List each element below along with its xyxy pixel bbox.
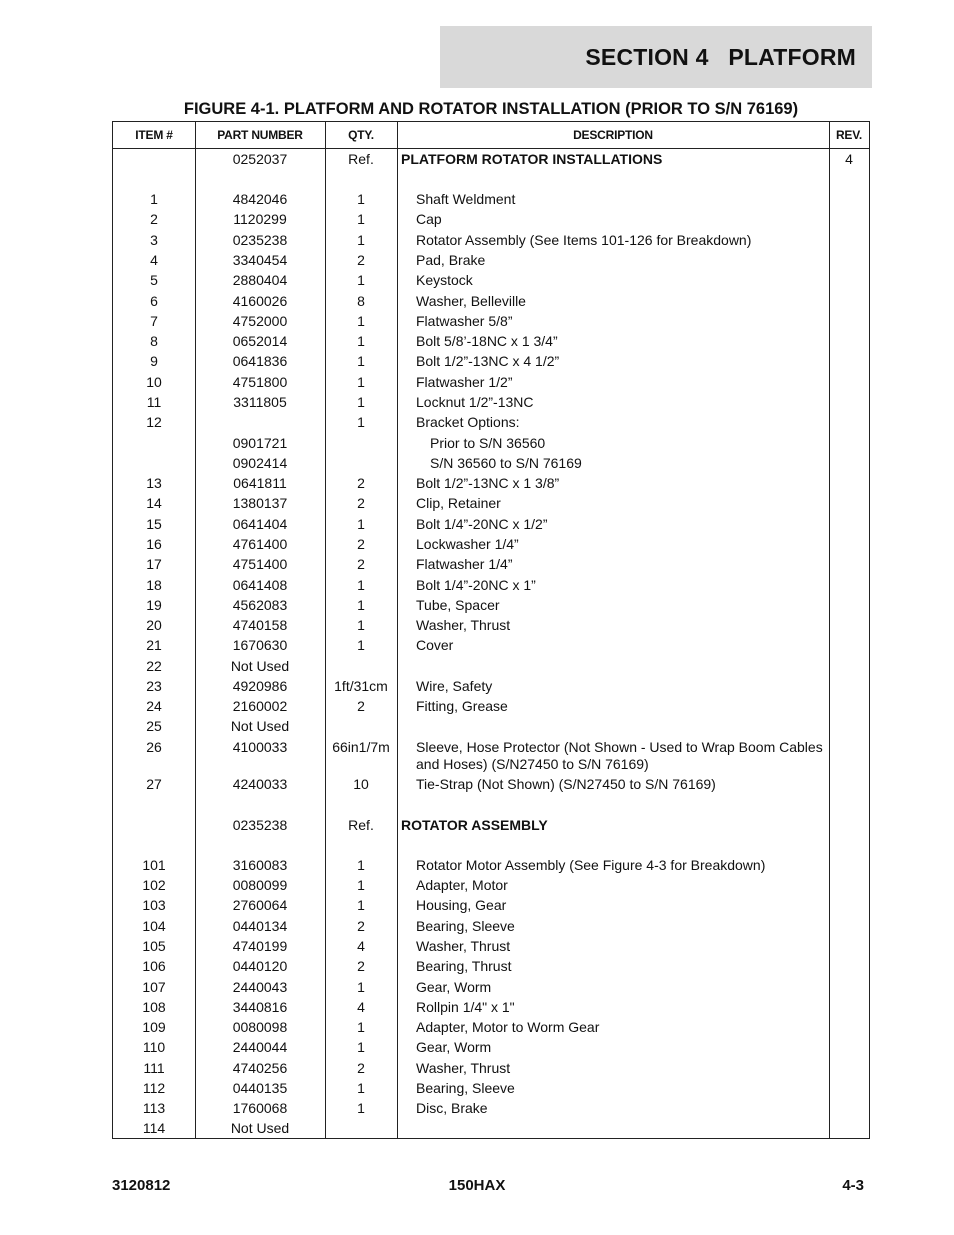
cell-desc: Gear, Worm bbox=[416, 1039, 492, 1055]
header-description: DESCRIPTION bbox=[573, 128, 653, 142]
cell-part-number: 0641408 bbox=[232, 577, 288, 593]
cell-qty: 1 bbox=[357, 374, 365, 390]
cell-qty: 2 bbox=[357, 918, 365, 934]
cell-item: 5 bbox=[150, 272, 158, 288]
cell-part-number: 4100033 bbox=[232, 739, 288, 755]
cell-part-number: 0440120 bbox=[232, 958, 288, 974]
cell-part-number: 4160026 bbox=[232, 293, 288, 309]
cell-item: 11 bbox=[146, 394, 162, 410]
cell-desc: Bolt 1/4”-20NC x 1/2” bbox=[416, 516, 548, 532]
cell-qty: 4 bbox=[357, 999, 365, 1015]
cell-part-number: 0902414 bbox=[232, 455, 288, 471]
cell-qty: 4 bbox=[357, 938, 365, 954]
cell-item: 16 bbox=[146, 536, 162, 552]
cell-qty: 2 bbox=[357, 536, 365, 552]
cell-desc: Bearing, Sleeve bbox=[416, 918, 515, 934]
cell-desc: Housing, Gear bbox=[416, 897, 507, 913]
column-divider bbox=[829, 122, 830, 1138]
cell-item: 25 bbox=[146, 718, 162, 734]
cell-desc: Adapter, Motor bbox=[416, 877, 508, 893]
cell-desc: Tie-Strap (Not Shown) (S/N27450 to S/N 76169) bbox=[416, 776, 716, 792]
cell-desc: Bolt 1/2”-13NC x 4 1/2” bbox=[416, 353, 560, 369]
cell-part-number: 4842046 bbox=[232, 191, 288, 207]
cell-part-number: 4751400 bbox=[232, 556, 288, 572]
cell-qty: 1 bbox=[357, 877, 365, 893]
cell-qty: 1 bbox=[357, 897, 365, 913]
cell-qty: 1 bbox=[357, 1019, 365, 1035]
cell-desc: Sleeve, Hose Protector (Not Shown - Used to Wrap Boom Cables and Hoses) (S/N27450 to S/N 76169) bbox=[416, 739, 823, 772]
cell-desc: Bolt 5/8’-18NC x 1 3/4” bbox=[416, 333, 558, 349]
cell-part-number: 1120299 bbox=[233, 211, 287, 227]
cell-item: 10 bbox=[146, 374, 162, 390]
cell-desc: PLATFORM ROTATOR INSTALLATIONS bbox=[401, 151, 663, 167]
cell-part-number: Not Used bbox=[230, 1120, 290, 1136]
cell-part-number: 4740199 bbox=[232, 938, 288, 954]
cell-qty: 1 bbox=[357, 577, 365, 593]
cell-part-number: Not Used bbox=[230, 658, 290, 674]
cell-part-number: 0641811 bbox=[233, 475, 287, 491]
cell-desc: ROTATOR ASSEMBLY bbox=[401, 817, 548, 833]
cell-part-number: 4562083 bbox=[232, 597, 288, 613]
cell-desc: Bolt 1/4”-20NC x 1” bbox=[416, 577, 536, 593]
cell-qty: 1 bbox=[357, 191, 365, 207]
cell-item: 110 bbox=[142, 1039, 166, 1055]
cell-item: 108 bbox=[142, 999, 166, 1015]
cell-item: 4 bbox=[150, 252, 158, 268]
cell-desc: Lockwasher 1/4” bbox=[416, 536, 519, 552]
cell-desc: Keystock bbox=[416, 272, 473, 288]
cell-qty: 1 bbox=[357, 211, 365, 227]
cell-item: 15 bbox=[146, 516, 162, 532]
cell-part-number: 0652014 bbox=[232, 333, 288, 349]
cell-desc: Washer, Thrust bbox=[416, 938, 511, 954]
cell-part-number: 0641836 bbox=[232, 353, 288, 369]
cell-qty: 2 bbox=[357, 556, 365, 572]
cell-item: 103 bbox=[142, 897, 166, 913]
cell-qty: Ref. bbox=[348, 817, 374, 833]
cell-part-number: 3440816 bbox=[232, 999, 288, 1015]
cell-item: 8 bbox=[150, 333, 158, 349]
cell-item: 23 bbox=[146, 678, 162, 694]
cell-qty: 2 bbox=[357, 958, 365, 974]
cell-part-number: 0080099 bbox=[232, 877, 288, 893]
cell-part-number: 4761400 bbox=[232, 536, 288, 552]
cell-desc: S/N 36560 to S/N 76169 bbox=[430, 455, 582, 471]
cell-item: 18 bbox=[146, 577, 162, 593]
cell-desc: Locknut 1/2”-13NC bbox=[416, 394, 534, 410]
cell-item: 114 bbox=[142, 1120, 166, 1136]
cell-part-number: 0235238 bbox=[232, 817, 288, 833]
cell-part-number: 0080098 bbox=[232, 1019, 288, 1035]
cell-part-number: 3340454 bbox=[232, 252, 288, 268]
cell-item: 17 bbox=[146, 556, 162, 572]
cell-desc: Rotator Motor Assembly (See Figure 4-3 for Breakdown) bbox=[416, 857, 766, 873]
cell-item: 105 bbox=[142, 938, 166, 954]
cell-qty: 1 bbox=[357, 394, 365, 410]
cell-desc: Shaft Weldment bbox=[416, 191, 516, 207]
cell-qty: 1ft/31cm bbox=[334, 678, 388, 694]
cell-qty: 8 bbox=[357, 293, 365, 309]
column-divider bbox=[397, 122, 398, 1138]
cell-desc: Rotator Assembly (See Items 101-126 for Breakdown) bbox=[416, 232, 752, 248]
cell-desc: Bracket Options: bbox=[416, 414, 520, 430]
cell-part-number: 0641404 bbox=[232, 516, 288, 532]
cell-qty: 1 bbox=[357, 1100, 365, 1116]
cell-part-number: 4740256 bbox=[232, 1060, 288, 1076]
cell-desc: Bolt 1/2”-13NC x 1 3/8” bbox=[416, 475, 560, 491]
cell-qty: 1 bbox=[357, 857, 365, 873]
cell-part-number: 4240033 bbox=[232, 776, 288, 792]
cell-rev: 4 bbox=[845, 151, 853, 167]
cell-part-number: 3160083 bbox=[232, 857, 288, 873]
cell-part-number: 1380137 bbox=[232, 495, 288, 511]
cell-item: 3 bbox=[150, 232, 158, 248]
header-divider bbox=[113, 148, 869, 149]
cell-qty: 2 bbox=[357, 475, 365, 491]
cell-qty: 1 bbox=[357, 516, 365, 532]
section-header bbox=[440, 26, 872, 88]
cell-item: 24 bbox=[146, 698, 162, 714]
cell-item: 113 bbox=[142, 1100, 166, 1116]
cell-qty: 66in1/7m bbox=[332, 739, 390, 755]
cell-qty: 1 bbox=[357, 597, 365, 613]
cell-part-number: 4920986 bbox=[232, 678, 288, 694]
cell-desc: Washer, Thrust bbox=[416, 617, 511, 633]
footer-doc-number: 3120812 bbox=[112, 1177, 171, 1194]
cell-desc: Cap bbox=[416, 211, 442, 227]
cell-qty: 1 bbox=[357, 313, 365, 329]
cell-qty: 2 bbox=[357, 698, 365, 714]
cell-item: 19 bbox=[146, 597, 162, 613]
cell-qty: 1 bbox=[357, 979, 365, 995]
cell-desc: Flatwasher 1/2” bbox=[416, 374, 513, 390]
cell-part-number: 0235238 bbox=[232, 232, 288, 248]
cell-desc: Fitting, Grease bbox=[416, 698, 508, 714]
footer-model: 150HAX bbox=[448, 1177, 506, 1194]
cell-item: 9 bbox=[150, 353, 158, 369]
cell-desc: Flatwasher 5/8” bbox=[416, 313, 513, 329]
cell-part-number: 4751800 bbox=[232, 374, 288, 390]
cell-qty: 1 bbox=[357, 272, 365, 288]
cell-desc: Washer, Belleville bbox=[416, 293, 526, 309]
cell-qty: 1 bbox=[357, 414, 365, 430]
cell-part-number: 1760068 bbox=[232, 1100, 288, 1116]
cell-item: 13 bbox=[146, 475, 162, 491]
cell-part-number: 1670630 bbox=[232, 637, 288, 653]
cell-item: 20 bbox=[146, 617, 162, 633]
cell-item: 111 bbox=[143, 1060, 165, 1076]
cell-item: 6 bbox=[150, 293, 158, 309]
cell-desc: Washer, Thrust bbox=[416, 1060, 511, 1076]
cell-desc: Cover bbox=[416, 637, 454, 653]
cell-desc: Disc, Brake bbox=[416, 1100, 488, 1116]
cell-desc: Prior to S/N 36560 bbox=[430, 435, 546, 451]
cell-qty: 1 bbox=[357, 617, 365, 633]
cell-desc: Bearing, Sleeve bbox=[416, 1080, 515, 1096]
header-rev: REV. bbox=[835, 128, 863, 142]
cell-part-number: 2760064 bbox=[232, 897, 288, 913]
cell-part-number: 0252037 bbox=[232, 151, 288, 167]
header-part-number: PART NUMBER bbox=[217, 128, 303, 142]
cell-item: 102 bbox=[142, 877, 166, 893]
cell-qty: 2 bbox=[357, 1060, 365, 1076]
cell-item: 26 bbox=[146, 739, 162, 755]
cell-item: 104 bbox=[142, 918, 166, 934]
cell-part-number: Not Used bbox=[230, 718, 290, 734]
header-qty: QTY. bbox=[348, 128, 374, 142]
cell-item: 22 bbox=[146, 658, 162, 674]
parts-table bbox=[112, 121, 870, 1139]
cell-part-number: 4752000 bbox=[232, 313, 288, 329]
cell-qty: 1 bbox=[357, 333, 365, 349]
cell-desc: Wire, Safety bbox=[416, 678, 493, 694]
cell-desc: Adapter, Motor to Worm Gear bbox=[416, 1019, 600, 1035]
figure-title: FIGURE 4-1. PLATFORM AND ROTATOR INSTALLATION (PRIOR TO S/N 76169) bbox=[183, 100, 799, 118]
cell-item: 109 bbox=[142, 1019, 166, 1035]
cell-desc: Flatwasher 1/4” bbox=[416, 556, 513, 572]
cell-desc: Rollpin 1/4" x 1" bbox=[416, 999, 515, 1015]
cell-qty: 2 bbox=[357, 495, 365, 511]
cell-qty: 2 bbox=[357, 252, 365, 268]
cell-qty: 1 bbox=[357, 1039, 365, 1055]
cell-part-number: 0440135 bbox=[232, 1080, 288, 1096]
cell-part-number: 0901721 bbox=[232, 435, 288, 451]
cell-item: 12 bbox=[146, 414, 162, 430]
footer-page-number: 4-3 bbox=[842, 1177, 864, 1194]
cell-qty: 10 bbox=[353, 776, 369, 792]
cell-item: 107 bbox=[142, 979, 166, 995]
cell-qty: Ref. bbox=[348, 151, 374, 167]
cell-part-number: 3311805 bbox=[233, 394, 287, 410]
cell-part-number: 2160002 bbox=[232, 698, 288, 714]
cell-desc: Gear, Worm bbox=[416, 979, 492, 995]
cell-qty: 1 bbox=[357, 637, 365, 653]
cell-part-number: 4740158 bbox=[232, 617, 288, 633]
cell-desc: Bearing, Thrust bbox=[416, 958, 512, 974]
cell-item: 7 bbox=[150, 313, 158, 329]
cell-desc: Tube, Spacer bbox=[416, 597, 500, 613]
cell-qty: 1 bbox=[357, 232, 365, 248]
cell-qty: 1 bbox=[357, 1080, 365, 1096]
section-title: SECTION 4 PLATFORM bbox=[585, 43, 856, 70]
cell-part-number: 2440044 bbox=[232, 1039, 288, 1055]
cell-desc: Clip, Retainer bbox=[416, 495, 501, 511]
cell-item: 21 bbox=[146, 637, 162, 653]
cell-qty: 1 bbox=[357, 353, 365, 369]
cell-desc: Pad, Brake bbox=[416, 252, 486, 268]
cell-item: 101 bbox=[142, 857, 166, 873]
cell-part-number: 2440043 bbox=[232, 979, 288, 995]
cell-item: 1 bbox=[150, 191, 158, 207]
cell-item: 112 bbox=[142, 1080, 166, 1096]
cell-item: 27 bbox=[146, 776, 162, 792]
cell-item: 14 bbox=[146, 495, 162, 511]
cell-item: 106 bbox=[142, 958, 166, 974]
cell-part-number: 2880404 bbox=[232, 272, 288, 288]
cell-item: 2 bbox=[150, 211, 158, 227]
cell-part-number: 0440134 bbox=[232, 918, 288, 934]
header-item: ITEM # bbox=[135, 128, 173, 142]
